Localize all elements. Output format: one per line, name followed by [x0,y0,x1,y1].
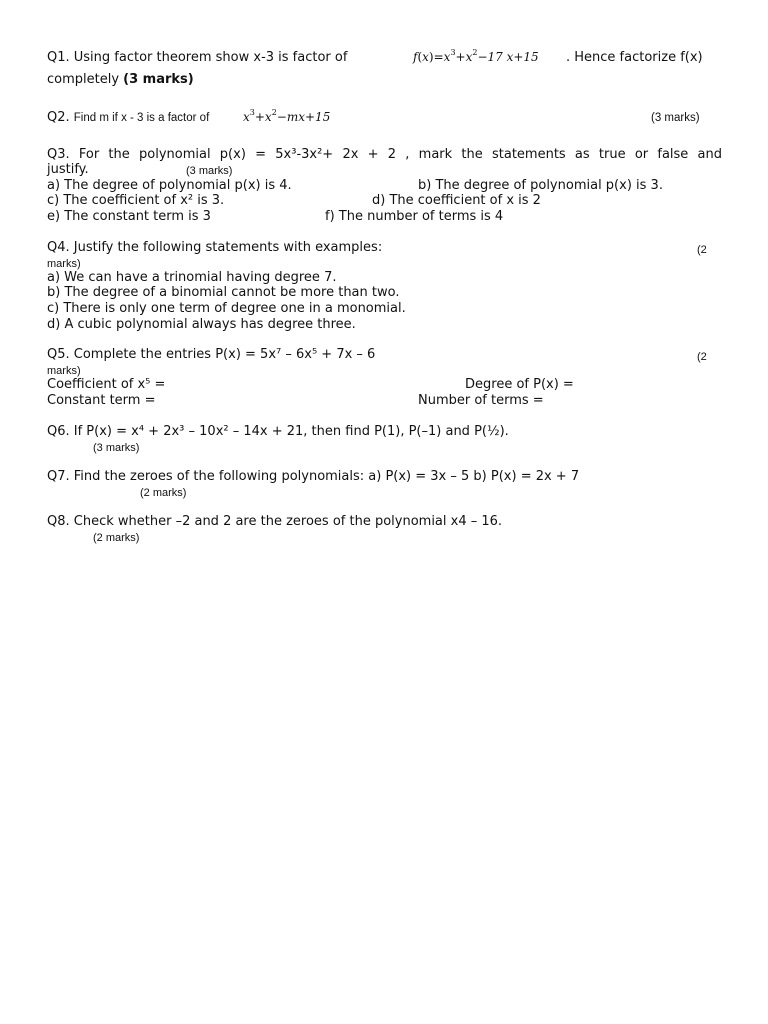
q1-formula-open: ( [417,50,423,64]
q5-marks-close: marks) [47,365,81,377]
q1-formula-eq: =x [433,50,451,64]
q1-formula-close: ) [428,50,434,64]
q6-text: Q6. If P(x) = x⁴ + 2x³ – 10x² – 14x + 21, then find P(1), P(–1) and P(½). [47,424,509,439]
q1-formula-exp2: 2 [472,48,478,57]
q4-statement-c: c) There is only one term of degree one in a monomial. [47,301,406,316]
q2-text: Find m if x - 3 is a factor of [73,112,210,124]
q4-marks-open: (2 [697,244,707,256]
q5-marks-open: (2 [697,351,707,363]
q5-title: Q5. Complete the entries P(x) = 5x⁷ – 6x⁵ + 7x – 6 [47,347,376,362]
q6-marks: (3 marks) [93,442,140,454]
q4-title: Q4. Justify the following statements with examples: [47,240,383,255]
q4-statement-a: a) We can have a trinomial having degree 7. [47,270,337,285]
q1-line2 [47,72,194,88]
q1-formula-f: f [413,50,418,64]
q3-line1: Q3. For the polynomial p(x) = 5x³-3x²+ 2x + 2 , mark the statements as true or false and [47,147,722,162]
q8-text: Q8. Check whether –2 and 2 are the zeroes of the polynomial x4 – 16. [47,514,503,529]
q4-statement-d: d) A cubic polynomial always has degree three. [47,317,356,332]
q2-prefix: Q2. [47,110,70,125]
q2-formula-rest: −mx+15 [276,110,331,124]
q5-constant-label: Constant term = [47,393,156,408]
q5-degree-label: Degree of P(x) = [465,377,574,392]
q1-formula-rest: −17 x+15 [477,50,539,64]
q8-marks: (2 marks) [93,532,140,544]
q1-completely: completely [47,72,120,87]
q2-marks: (3 marks) [651,112,700,124]
q1-suffix: . Hence factorize f(x) [566,50,703,65]
q3-statement-c: c) The coefficient of x² is 3. [47,193,225,208]
q1-formula [413,45,539,65]
q1-prefix: Q1. Using factor theorem show x-3 is factor of [47,50,348,65]
q2-formula-x: x [243,110,250,124]
q5-terms-label: Number of terms = [418,393,544,408]
q1-marks: (3 marks) [123,72,194,87]
q3-statement-e: e) The constant term is 3 [47,209,211,224]
q2-formula-exp2: 2 [271,108,277,117]
q3-statement-f: f) The number of terms is 4 [325,209,504,224]
q3-statement-d: d) The coefficient of x is 2 [372,193,541,208]
q7-text: Q7. Find the zeroes of the following polynomials: a) P(x) = 3x – 5 b) P(x) = 2x + 7 [47,469,580,484]
q5-coefficient-label: Coefficient of x⁵ = [47,377,166,392]
q2-line [47,110,209,126]
q2-formula [243,105,330,125]
q1-formula-exp3: 3 [450,48,456,57]
q4-statement-b: b) The degree of a binomial cannot be more than two. [47,285,400,300]
q1-formula-x: x [422,50,429,64]
q3-statement-a: a) The degree of polynomial p(x) is 4. [47,178,292,193]
q2-formula-exp3: 3 [249,108,255,117]
q3-justify: justify. [47,162,89,177]
q7-marks: (2 marks) [140,487,187,499]
q3-marks: (3 marks) [186,165,233,177]
q3-statement-b: b) The degree of polynomial p(x) is 3. [418,178,663,193]
q1-formula-plus: +x [455,50,473,64]
q2-formula-plus: +x [254,110,272,124]
q4-marks-close: marks) [47,258,81,270]
